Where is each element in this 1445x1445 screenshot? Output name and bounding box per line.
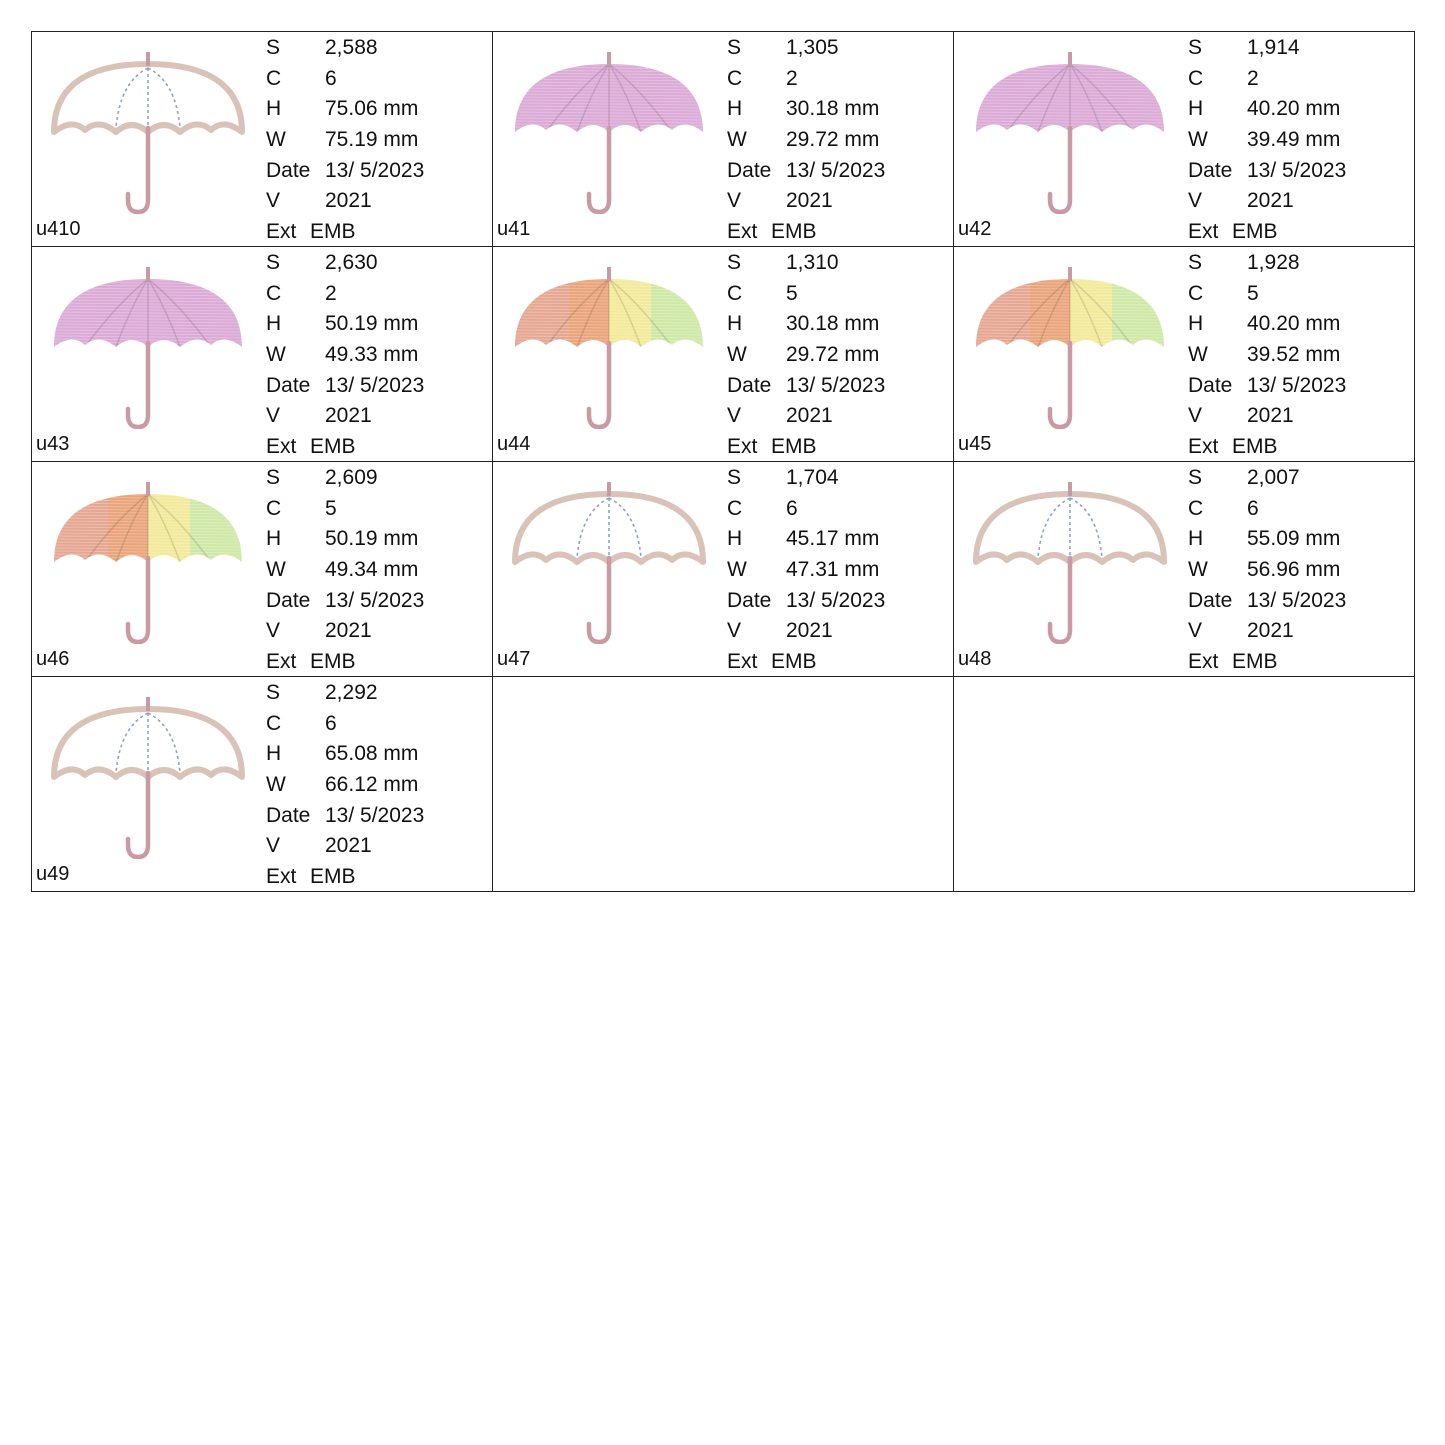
umbrella-image	[511, 34, 707, 214]
info-value: 2021	[325, 189, 372, 213]
info-value: 75.06 mm	[325, 97, 419, 121]
info-label: W	[727, 558, 747, 582]
info-label: V	[266, 189, 281, 213]
info-value: 45.17 mm	[786, 527, 880, 551]
umbrella-image	[972, 34, 1168, 214]
info-label: H	[1188, 312, 1204, 336]
info-label: Date	[266, 588, 311, 612]
info-label: S	[1188, 251, 1203, 274]
design-name: u49	[36, 863, 70, 885]
umbrella-image	[511, 249, 707, 429]
umbrella-image	[511, 464, 707, 644]
info-label: C	[727, 496, 743, 520]
info-value: 13/ 5/2023	[786, 588, 886, 612]
info-label: H	[266, 97, 282, 121]
info-label: Ext	[266, 220, 297, 244]
info-value: 50.19 mm	[325, 527, 419, 551]
info-label: V	[727, 619, 742, 643]
empty-cell	[953, 676, 1415, 892]
info-label: W	[1188, 128, 1208, 152]
info-value: 5	[786, 281, 798, 305]
info-value: 40.20 mm	[1247, 312, 1341, 336]
info-label: V	[727, 189, 742, 213]
info-value: 2,609	[325, 466, 378, 489]
info-value: EMB	[310, 865, 356, 889]
info-value: 2,630	[325, 251, 378, 274]
info-value: 6	[325, 711, 337, 735]
design-cell	[953, 461, 1415, 677]
info-value: 5	[1247, 281, 1259, 305]
design-name: u42	[958, 218, 992, 240]
design-sheet	[31, 31, 1415, 891]
info-label: V	[1188, 404, 1203, 428]
info-value: 1,914	[1247, 36, 1300, 59]
info-value: 2021	[325, 834, 372, 858]
design-cell	[492, 31, 954, 247]
info-label: Date	[266, 158, 311, 182]
design-name: u45	[958, 433, 992, 455]
info-value: EMB	[771, 650, 817, 674]
info-label: S	[1188, 36, 1203, 59]
info-value: EMB	[310, 650, 356, 674]
info-label: C	[266, 66, 282, 90]
info-value: 13/ 5/2023	[1247, 158, 1347, 182]
info-label: Ext	[1188, 220, 1219, 244]
info-label: S	[727, 36, 742, 59]
info-value: EMB	[1232, 220, 1278, 244]
info-value: 13/ 5/2023	[325, 373, 425, 397]
info-label: C	[266, 711, 282, 735]
design-cell	[31, 461, 493, 677]
info-value: 1,305	[786, 36, 839, 59]
empty-cell	[492, 676, 954, 892]
info-value: 39.52 mm	[1247, 343, 1341, 367]
info-label: V	[727, 404, 742, 428]
info-label: W	[266, 128, 286, 152]
info-label: C	[1188, 496, 1204, 520]
info-label: Ext	[1188, 650, 1219, 674]
info-label: Date	[266, 803, 311, 827]
info-label: C	[727, 66, 743, 90]
info-label: Date	[1188, 588, 1233, 612]
design-name: u41	[497, 218, 531, 240]
info-label: C	[727, 281, 743, 305]
design-name: u46	[36, 648, 70, 670]
info-value: EMB	[1232, 650, 1278, 674]
info-value: 40.20 mm	[1247, 97, 1341, 121]
info-label: H	[727, 312, 743, 336]
info-label: S	[266, 36, 281, 59]
info-label: V	[1188, 189, 1203, 213]
info-label: V	[266, 834, 281, 858]
design-name: u43	[36, 433, 70, 455]
design-name: u410	[36, 218, 81, 240]
info-value: 6	[325, 66, 337, 90]
info-label: S	[1188, 466, 1203, 489]
info-value: EMB	[1232, 435, 1278, 459]
info-label: V	[266, 619, 281, 643]
info-value: 2021	[325, 404, 372, 428]
design-cell	[31, 31, 493, 247]
info-value: 39.49 mm	[1247, 128, 1341, 152]
design-name: u47	[497, 648, 531, 670]
info-value: 2021	[1247, 404, 1294, 428]
info-value: EMB	[310, 435, 356, 459]
info-label: W	[727, 343, 747, 367]
info-value: 1,704	[786, 466, 839, 489]
info-value: 13/ 5/2023	[1247, 588, 1347, 612]
info-label: H	[727, 97, 743, 121]
info-label: Ext	[1188, 435, 1219, 459]
info-value: 66.12 mm	[325, 773, 419, 797]
info-label: Date	[727, 588, 772, 612]
info-label: C	[266, 496, 282, 520]
umbrella-image	[50, 679, 246, 859]
info-value: 1,928	[1247, 251, 1300, 274]
info-label: H	[266, 527, 282, 551]
info-value: 2021	[786, 619, 833, 643]
info-value: 2021	[1247, 619, 1294, 643]
info-label: C	[1188, 281, 1204, 305]
info-label: H	[727, 527, 743, 551]
info-value: 2	[786, 66, 798, 90]
info-value: 2,292	[325, 681, 378, 704]
info-value: 13/ 5/2023	[1247, 373, 1347, 397]
info-value: 29.72 mm	[786, 128, 880, 152]
info-label: V	[266, 404, 281, 428]
info-label: S	[727, 466, 742, 489]
info-label: W	[266, 558, 286, 582]
info-value: 13/ 5/2023	[325, 588, 425, 612]
design-cell	[31, 246, 493, 462]
design-cell	[31, 676, 493, 892]
info-label: H	[1188, 527, 1204, 551]
info-label: V	[1188, 619, 1203, 643]
info-label: Ext	[266, 435, 297, 459]
info-label: Ext	[727, 435, 758, 459]
info-value: 13/ 5/2023	[786, 373, 886, 397]
info-value: 5	[325, 496, 337, 520]
info-label: S	[727, 251, 742, 274]
design-name: u44	[497, 433, 531, 455]
info-value: 2,007	[1247, 466, 1300, 489]
info-label: Date	[727, 373, 772, 397]
info-value: 65.08 mm	[325, 742, 419, 766]
info-value: 1,310	[786, 251, 839, 274]
info-value: 2,588	[325, 36, 378, 59]
info-label: W	[727, 128, 747, 152]
info-value: 29.72 mm	[786, 343, 880, 367]
design-cell	[492, 461, 954, 677]
info-label: H	[266, 312, 282, 336]
info-label: W	[266, 773, 286, 797]
info-value: EMB	[310, 220, 356, 244]
umbrella-image	[972, 464, 1168, 644]
info-label: W	[1188, 343, 1208, 367]
info-value: 50.19 mm	[325, 312, 419, 336]
info-label: Ext	[266, 865, 297, 889]
umbrella-image	[50, 34, 246, 214]
info-value: 30.18 mm	[786, 97, 880, 121]
info-value: 56.96 mm	[1247, 558, 1341, 582]
info-label: C	[1188, 66, 1204, 90]
info-label: Ext	[727, 220, 758, 244]
info-label: Ext	[727, 650, 758, 674]
info-label: Date	[266, 373, 311, 397]
info-value: 2021	[1247, 189, 1294, 213]
design-cell	[953, 31, 1415, 247]
info-label: S	[266, 251, 281, 274]
info-value: 49.34 mm	[325, 558, 419, 582]
info-value: 75.19 mm	[325, 128, 419, 152]
info-label: Date	[1188, 373, 1233, 397]
info-value: 2021	[786, 189, 833, 213]
info-value: 2	[1247, 66, 1259, 90]
info-label: C	[266, 281, 282, 305]
info-value: 13/ 5/2023	[786, 158, 886, 182]
info-value: 2	[325, 281, 337, 305]
info-value: 6	[786, 496, 798, 520]
design-cell	[492, 246, 954, 462]
info-label: W	[266, 343, 286, 367]
info-label: H	[266, 742, 282, 766]
info-value: EMB	[771, 435, 817, 459]
info-value: 30.18 mm	[786, 312, 880, 336]
umbrella-image	[50, 464, 246, 644]
design-cell	[953, 246, 1415, 462]
info-value: 47.31 mm	[786, 558, 880, 582]
info-label: Ext	[266, 650, 297, 674]
info-value: 13/ 5/2023	[325, 803, 425, 827]
design-name: u48	[958, 648, 992, 670]
info-label: Date	[727, 158, 772, 182]
info-value: 6	[1247, 496, 1259, 520]
umbrella-image	[972, 249, 1168, 429]
info-value: EMB	[771, 220, 817, 244]
info-value: 49.33 mm	[325, 343, 419, 367]
info-value: 13/ 5/2023	[325, 158, 425, 182]
info-label: Date	[1188, 158, 1233, 182]
info-label: W	[1188, 558, 1208, 582]
info-value: 2021	[325, 619, 372, 643]
umbrella-image	[50, 249, 246, 429]
info-value: 2021	[786, 404, 833, 428]
info-label: S	[266, 466, 281, 489]
info-label: H	[1188, 97, 1204, 121]
info-label: S	[266, 681, 281, 704]
info-value: 55.09 mm	[1247, 527, 1341, 551]
